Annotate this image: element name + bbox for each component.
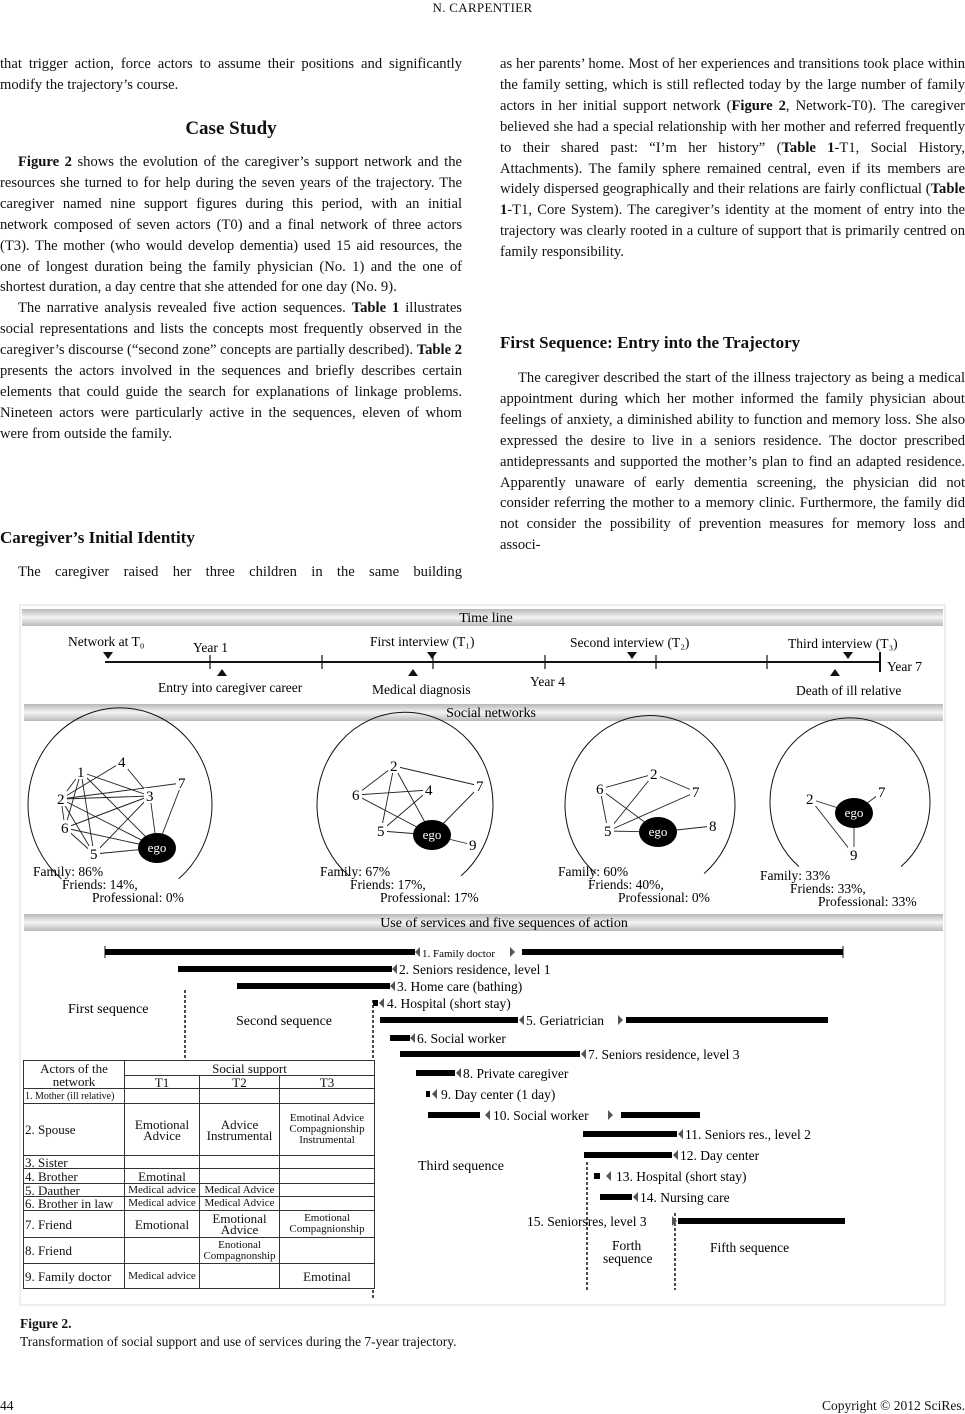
text-run: -T1, Core System). The caregiver’s identity at the moment of entry into the trajectory was clearly rooted in a culture of support that is primarily centred on family responsibility.: [500, 202, 965, 261]
network-node: 6: [61, 821, 69, 837]
table-cell-actor: 1. Mother (ill relative): [24, 1089, 125, 1104]
page-number: 44: [0, 1398, 14, 1413]
cross-reference: Table 1: [351, 300, 400, 317]
service-label: 5. Geriatrician: [526, 1013, 604, 1028]
ego-label: ego: [844, 805, 864, 820]
timeline-label: Medical diagnosis: [372, 682, 471, 697]
running-header: N. CARPENTIER: [432, 0, 533, 15]
service-duration-bar: [105, 949, 415, 955]
band-networks-label: Social networks: [446, 706, 536, 721]
service-duration-bar: [583, 1131, 677, 1137]
text-run: The caregiver described the start of the illness trajectory as being a medical appointment during which her mother informed the family physician about feelings of anxiety, a diminished ability to function and memory loss. She also expressed the desire to live in a seniors residence. The doctor prescribed antidepressants and supported the mother’s plan to find an adapted residence. Apparently unaware of early dementia screening, the physician did not consider referring the mother to a memory clinic. Furthermore, the family did not consider the possibility of prevention measures for memory loss and associ-: [500, 370, 965, 554]
table-row: [24, 1089, 375, 1104]
table-cell-t3: [280, 1197, 375, 1211]
table-row: [24, 1264, 375, 1289]
service-duration-bar: [237, 983, 390, 989]
text-run: as her parents’ home. Most of her experiences and transitions took place within the family setting, which is still reflected today by the large number of family actors in her initial support network (: [500, 56, 965, 114]
timeline-end-label: Year 7: [887, 659, 923, 674]
network-node: 5: [604, 824, 612, 840]
text-run: shows the evolution of the caregiver’s support network and the resources she turned to for help during the seven years of the trajectory. The caregiver named nine support figures during this period, with an initial network composed of seven actors (T0) and a final network of three actors (T3). The mother (who would develop dementia) used 15 aid resources, the one of longest duration being the family physician (No. 1) and the one of shortest duration, a day centre that she attended for one day (No. 9).: [0, 154, 462, 296]
text-run: , Network-T0). The caregiver believed she had a special relationship with her mother and referred frequently to their shared past: “I’m her history” (: [500, 97, 965, 156]
network-node: 7: [692, 785, 700, 801]
paragraph: [0, 298, 462, 444]
network-node: 6: [596, 782, 604, 798]
service-label: 15. Seniorsres, level 3: [527, 1214, 647, 1229]
network-stat-family: Family: 67%: [320, 864, 391, 879]
table-cell-actor: 3. Sister: [24, 1156, 125, 1169]
network-stat-friends: Friends: 17%,: [350, 877, 426, 892]
service-duration-bar: [426, 1091, 430, 1097]
table-cell-t1: Emotional: [125, 1211, 200, 1238]
table-row: [24, 1238, 375, 1264]
network-node: 3: [146, 789, 154, 805]
network-stat-family: Family: 33%: [760, 868, 831, 883]
network-node: 6: [352, 788, 360, 804]
service-label: 3. Home care (bathing): [397, 979, 523, 994]
right-column-body: [500, 368, 965, 556]
service-label: 1. Family doctor: [422, 948, 496, 960]
paragraph: [0, 152, 462, 298]
table-cell-t2: Advice Instrumental: [200, 1104, 280, 1156]
table-cell-t3: [280, 1184, 375, 1197]
table-cell-t3: [280, 1089, 375, 1104]
service-item: [426, 1087, 555, 1102]
timeline-label: Entry into caregiver career: [158, 680, 303, 695]
timeline-label: Year 4: [530, 674, 566, 689]
copyright: Copyright © 2012 SciRes.: [821, 1398, 965, 1413]
table-cell-t2: [200, 1264, 280, 1289]
network-node: 1: [77, 765, 85, 781]
table-cell-actor: 8. Friend: [24, 1238, 125, 1264]
table-cell-t2: Medical Advice: [200, 1184, 280, 1197]
service-label: 8. Private caregiver: [463, 1066, 569, 1081]
service-label: 4. Hospital (short stay): [387, 996, 511, 1011]
network-node: 5: [377, 824, 385, 840]
service-duration-bar: [621, 1112, 700, 1118]
service-label: 7. Seniors residence, level 3: [588, 1047, 740, 1062]
table-row: [24, 1184, 375, 1197]
service-duration-bar: [594, 1173, 600, 1179]
figure-caption-text: Transformation of social support and use of services during the 7-year trajectory.: [20, 1334, 457, 1349]
ego-label: ego: [648, 824, 668, 839]
timeline-label: Network at T₀: [68, 634, 145, 649]
service-duration-bar: [373, 1000, 378, 1006]
service-label: 12. Day center: [680, 1148, 760, 1163]
service-duration-bar: [428, 1112, 480, 1118]
table-cell-actor: 6. Brother in law: [24, 1197, 125, 1211]
cross-reference: Figure 2: [18, 154, 72, 170]
network-node: 2: [57, 792, 65, 808]
network-stat-friends: Friends: 40%,: [588, 877, 664, 892]
table-cell-t2: [200, 1089, 280, 1104]
table-cell-t2: [200, 1156, 280, 1169]
text-run: -T1, Social History, Attachments). The family sphere remained central, even if its members are widely dispersed geographically and their relations are fairly conflictual (: [500, 139, 965, 198]
header-actors-line: network: [52, 1073, 96, 1089]
table-cell-actor: 5. Dauther: [24, 1184, 125, 1197]
table-cell-t1: Emotional Advice: [125, 1104, 200, 1156]
timeline-label: Second interview (T₂): [570, 635, 690, 650]
service-item: [594, 1169, 747, 1184]
paragraph: [500, 54, 965, 263]
subsection-heading-first-sequence: First Sequence: Entry into the Trajectory: [500, 333, 801, 352]
network-node: 2: [806, 792, 814, 808]
table-cell-t3: Emotional Compagnionship: [280, 1211, 375, 1238]
paragraph: [500, 368, 965, 556]
service-duration-bar: [584, 1152, 672, 1158]
network-node: 7: [178, 776, 186, 792]
header-t3: T3: [280, 1076, 375, 1089]
header-t2: T2: [200, 1076, 280, 1089]
table-cell-t1: Emotinal: [125, 1169, 200, 1184]
service-label: 14. Nursing care: [640, 1190, 730, 1205]
table-cell-actor: 7. Friend: [24, 1211, 125, 1238]
sequence-label: Fifth sequence: [710, 1240, 790, 1255]
timeline-label: First interview (T₁): [370, 634, 475, 649]
header-actors-line: Actors of the: [40, 1060, 108, 1076]
service-duration-bar: [600, 1194, 632, 1200]
ego-label: ego: [147, 840, 167, 855]
network-stat-professional: Professional: 0%: [92, 890, 184, 905]
network-stat-family: Family: 60%: [558, 864, 629, 879]
cross-reference: Table 1: [781, 139, 835, 156]
sequence-label: Second sequence: [236, 1014, 333, 1029]
network-node: 5: [90, 847, 98, 863]
table-cell-t1: [125, 1238, 200, 1264]
table-cell-actor: 9. Family doctor: [24, 1264, 125, 1289]
network-node: 4: [118, 755, 126, 771]
table-cell-t3: [280, 1238, 375, 1264]
service-label: 10. Social worker: [493, 1108, 589, 1123]
paragraph: [0, 54, 462, 96]
table-cell-t1: Medical advice: [125, 1264, 200, 1289]
text-run: illustrates social representations and lists the concepts most frequently observed in the caregiver’s discourse (“second zone” concepts are partially described).: [0, 300, 462, 359]
band-timeline-label: Time line: [459, 611, 513, 626]
header-actors: [24, 1061, 125, 1089]
network-node: 2: [390, 759, 398, 775]
service-label: 9. Day center (1 day): [441, 1087, 556, 1102]
table-row: [24, 1211, 375, 1238]
service-label: 2. Seniors residence, level 1: [399, 962, 551, 977]
table-row: [24, 1169, 375, 1184]
section-heading-case-study: Case Study: [185, 118, 277, 139]
cross-reference: Table 1: [500, 181, 965, 219]
table-cell-t1: [125, 1156, 200, 1169]
network-node: 2: [650, 767, 658, 783]
cross-reference: Figure 2: [731, 97, 786, 114]
service-label: 6. Social worker: [417, 1031, 506, 1046]
service-duration-bar: [416, 1070, 455, 1076]
band-services-label: Use of services and five sequences of action: [380, 916, 628, 931]
table-cell-t1: [125, 1089, 200, 1104]
network-node: 4: [425, 783, 433, 799]
table-cell-t1: Medical advice: [125, 1197, 200, 1211]
table-cell-t3: [280, 1156, 375, 1169]
service-label: 11. Seniors res., level 2: [685, 1127, 811, 1142]
table-cell-t2: [200, 1169, 280, 1184]
paragraph: [0, 562, 462, 583]
left-column: [0, 54, 462, 96]
network-node: 9: [850, 848, 858, 864]
right-column: [500, 54, 965, 263]
table-cell-t2: Medical Advice: [200, 1197, 280, 1211]
network-stat-professional: Professional: 0%: [618, 890, 710, 905]
header-t1: T1: [125, 1076, 200, 1089]
header-social-support: Social support: [125, 1061, 375, 1076]
cross-reference: Table 2: [416, 342, 462, 359]
table-cell-t2: Enotional Compagnonship: [200, 1238, 280, 1264]
network-stat-professional: Professional: 33%: [818, 894, 917, 909]
timeline-label: Death of ill relative: [796, 683, 902, 698]
network-node: 7: [878, 785, 886, 801]
service-item: [373, 996, 511, 1011]
sequence-label: Third sequence: [418, 1159, 504, 1174]
table-cell-actor: 4. Brother: [24, 1169, 125, 1184]
social-support-table: [23, 1060, 375, 1289]
service-duration-bar: [626, 1017, 828, 1023]
network-node: 7: [476, 779, 484, 795]
text-run: The caregiver raised her three children in the same building: [18, 564, 462, 580]
text-run: presents the actors involved in the sequences and briefly describes certain elements that could guide the search for explanations of linkage problems. Nineteen actors were particularly active in the sequences, eleven of whom were from outside the family.: [0, 363, 462, 442]
table-cell-t1: Medical advice: [125, 1184, 200, 1197]
table-row: [24, 1156, 375, 1169]
table-row: [24, 1104, 375, 1156]
sequence-label: Forth: [612, 1238, 642, 1253]
network-stat-professional: Professional: 17%: [380, 890, 479, 905]
text-run: that trigger action, force actors to assume their positions and significantly modify the trajectory’s course.: [0, 56, 462, 93]
service-duration-bar: [678, 1218, 845, 1224]
network-stat-friends: Friends: 14%,: [62, 877, 138, 892]
service-duration-bar: [400, 1051, 580, 1057]
table-cell-t3: [280, 1169, 375, 1184]
service-duration-bar: [178, 966, 392, 972]
table-cell-actor: 2. Spouse: [24, 1104, 125, 1156]
sequence-label: First sequence: [68, 1002, 149, 1017]
table-cell-t3: Emotinal Advice Compagnionship Instrumental: [280, 1104, 375, 1156]
network-stat-friends: Friends: 33%,: [790, 881, 866, 896]
ego-label: ego: [422, 827, 442, 842]
table-cell-t2: Emotional Advice: [200, 1211, 280, 1238]
service-duration-bar: [522, 949, 843, 955]
table-cell-t3: Emotinal: [280, 1264, 375, 1289]
sequence-label: sequence: [603, 1251, 653, 1266]
figure-caption-label: Figure 2.: [20, 1316, 72, 1331]
left-column-end: [0, 562, 462, 583]
timeline-label: Third interview (T₃): [788, 636, 898, 651]
timeline-label: Year 1: [193, 640, 229, 655]
network-stat-family: Family: 86%: [33, 864, 104, 879]
subsection-heading-initial-identity: Caregiver’s Initial Identity: [0, 528, 195, 547]
table-row: [24, 1197, 375, 1211]
service-label: 13. Hospital (short stay): [616, 1169, 747, 1184]
network-node: 8: [709, 819, 717, 835]
left-column-body: [0, 152, 462, 445]
service-duration-bar: [380, 1017, 518, 1023]
text-run: The narrative analysis revealed five action sequences.: [18, 300, 352, 317]
network-node: 9: [469, 838, 477, 854]
service-duration-bar: [390, 1035, 410, 1041]
